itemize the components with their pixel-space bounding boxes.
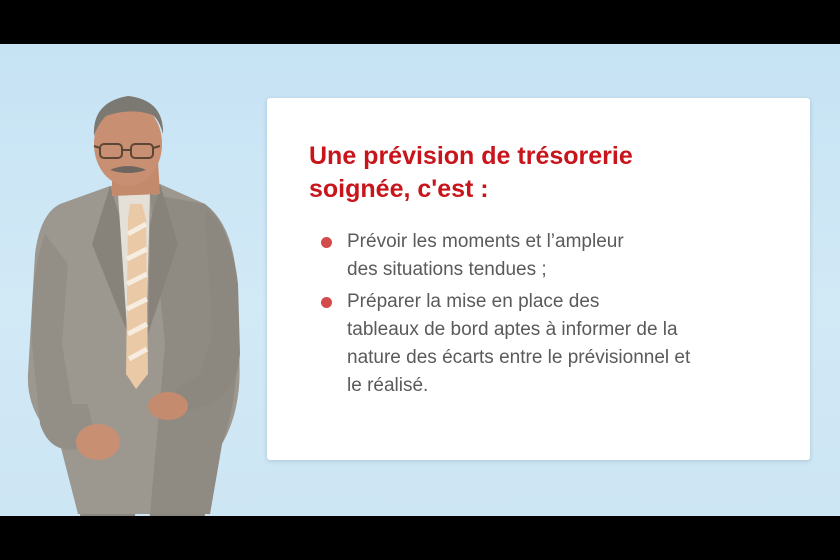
bullet-item — [321, 288, 791, 400]
bullet-text-line: Prévoir les moments et l’ampleur — [347, 231, 624, 252]
letterbox-bottom — [0, 516, 840, 560]
bullet-list — [321, 228, 791, 404]
slide-card — [267, 98, 810, 460]
bullet-text-line: tableaux de bord aptes à informer de la — [347, 319, 678, 340]
bullet-text-line: nature des écarts entre le prévisionnel et — [347, 347, 691, 368]
video-frame — [0, 44, 840, 516]
bullet-text-line: Préparer la mise en place des — [347, 291, 600, 312]
presenter-hand-right — [148, 392, 188, 420]
bullet-text-line: le réalisé. — [347, 375, 429, 396]
slide-title-line: Une prévision de trésorerie — [309, 142, 633, 170]
presenter — [0, 44, 280, 516]
slide-title-line: soignée, c'est : — [309, 175, 489, 203]
slide-title — [309, 140, 779, 206]
bullet-item — [321, 228, 791, 284]
bullet-text-line: des situations tendues ; — [347, 259, 547, 280]
bullet-dot-icon — [321, 237, 332, 248]
letterbox-top — [0, 0, 840, 44]
bullet-dot-icon — [321, 297, 332, 308]
presenter-hand-left — [76, 424, 120, 460]
